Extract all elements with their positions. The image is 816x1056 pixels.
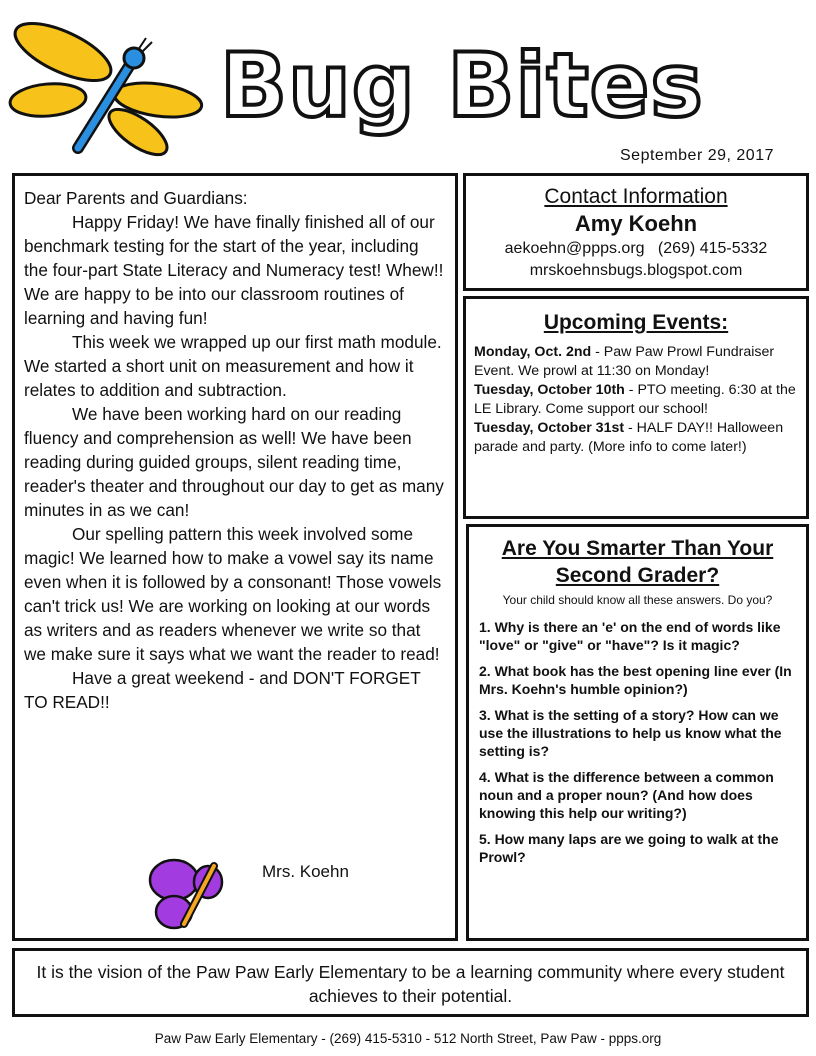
phone-number: (269) 415-5332: [657, 240, 768, 257]
quiz-question: 1. Why is there an 'e' on the end of words like "love" or "give" or "have"? Is it magic?: [479, 619, 781, 653]
event-item: [474, 419, 798, 457]
quiz-question: 5. How many laps are we going to walk at the Prowl?: [479, 831, 779, 865]
letter-signature: Mrs. Koehn: [262, 862, 349, 881]
vision-statement: It is the vision of the Paw Paw Early Elementary to be a learning community where every student achieves to their potential.: [12, 948, 809, 1017]
dragonfly-icon: [8, 20, 208, 160]
upcoming-events: [463, 296, 809, 519]
event-date: Tuesday, October 31st: [474, 420, 625, 436]
contact-information: [463, 173, 809, 291]
newsletter-title: Bug Bites: [220, 34, 704, 137]
event-item: [474, 343, 798, 381]
event-item: [474, 381, 798, 419]
newsletter-date: September 29, 2017: [620, 147, 774, 164]
butterfly-icon: [146, 852, 228, 934]
event-date: Monday, Oct. 2nd: [474, 344, 592, 360]
letter-paragraph: Our spelling pattern this week involved some magic! We learned how to make a vowel say its name even when it is followed by a consonant! Those vowels can't trick us! We are working on looking at our words as writers and as readers whenever we write so that we make sure it says what we want the reader to read!: [24, 524, 442, 664]
events-heading: Upcoming Events:: [543, 311, 729, 334]
quiz-question: 3. What is the setting of a story? How can we use the illustrations to help us know what the setting is?: [479, 707, 782, 759]
contact-heading: Contact Information: [544, 185, 728, 208]
event-text: - HALF DAY!! Halloween parade and party. (More info to come later!): [474, 420, 784, 455]
quiz-question: 4. What is the difference between a common noun and a proper noun? (And how does knowing this help our writing?): [479, 769, 774, 821]
event-text: - PTO meeting. 6:30 at the LE Library. Come support our school!: [474, 382, 796, 417]
quiz-question: 2. What book has the best opening line ever (In Mrs. Koehn's humble opinion?): [479, 663, 792, 697]
quiz-heading: Are You Smarter Than Your Second Grader?: [501, 537, 774, 587]
event-text: - Paw Paw Prowl Fundraiser Event. We prowl at 11:30 on Monday!: [474, 344, 775, 379]
school-footer: Paw Paw Early Elementary - (269) 415-5310 - 512 North Street, Paw Paw - ppps.org: [154, 1031, 662, 1046]
parent-letter: [12, 173, 458, 941]
teacher-name: Amy Koehn: [574, 211, 698, 236]
letter-paragraph: This week we wrapped up our first math module. We started a short unit on measurement and how it relates to addition and subtraction.: [24, 332, 442, 400]
quiz-subheading: Your child should know all these answers. Do you?: [502, 593, 773, 607]
email-link[interactable]: aekoehn@ppps.org: [504, 240, 645, 257]
event-date: Tuesday, October 10th: [474, 382, 625, 398]
letter-greeting: Dear Parents and Guardians:: [24, 188, 248, 208]
letter-paragraph: Have a great weekend - and DON'T FORGET TO READ!!: [24, 668, 421, 712]
letter-paragraph: We have been working hard on our reading fluency and comprehension as well! We have been reading during guided groups, silent reading time, reader's theater and throughout our day to get as many minutes in as we can!: [24, 404, 444, 520]
letter-paragraph: Happy Friday! We have finally finished all of our benchmark testing for the start of the year, including the four-part State Literacy and Numeracy test! Whew!! We are happy to be into our classroom routines of learning and having fun!: [24, 212, 444, 328]
quiz-section: [466, 524, 809, 941]
website-link[interactable]: mrskoehnsbugs.blogspot.com: [529, 262, 743, 279]
